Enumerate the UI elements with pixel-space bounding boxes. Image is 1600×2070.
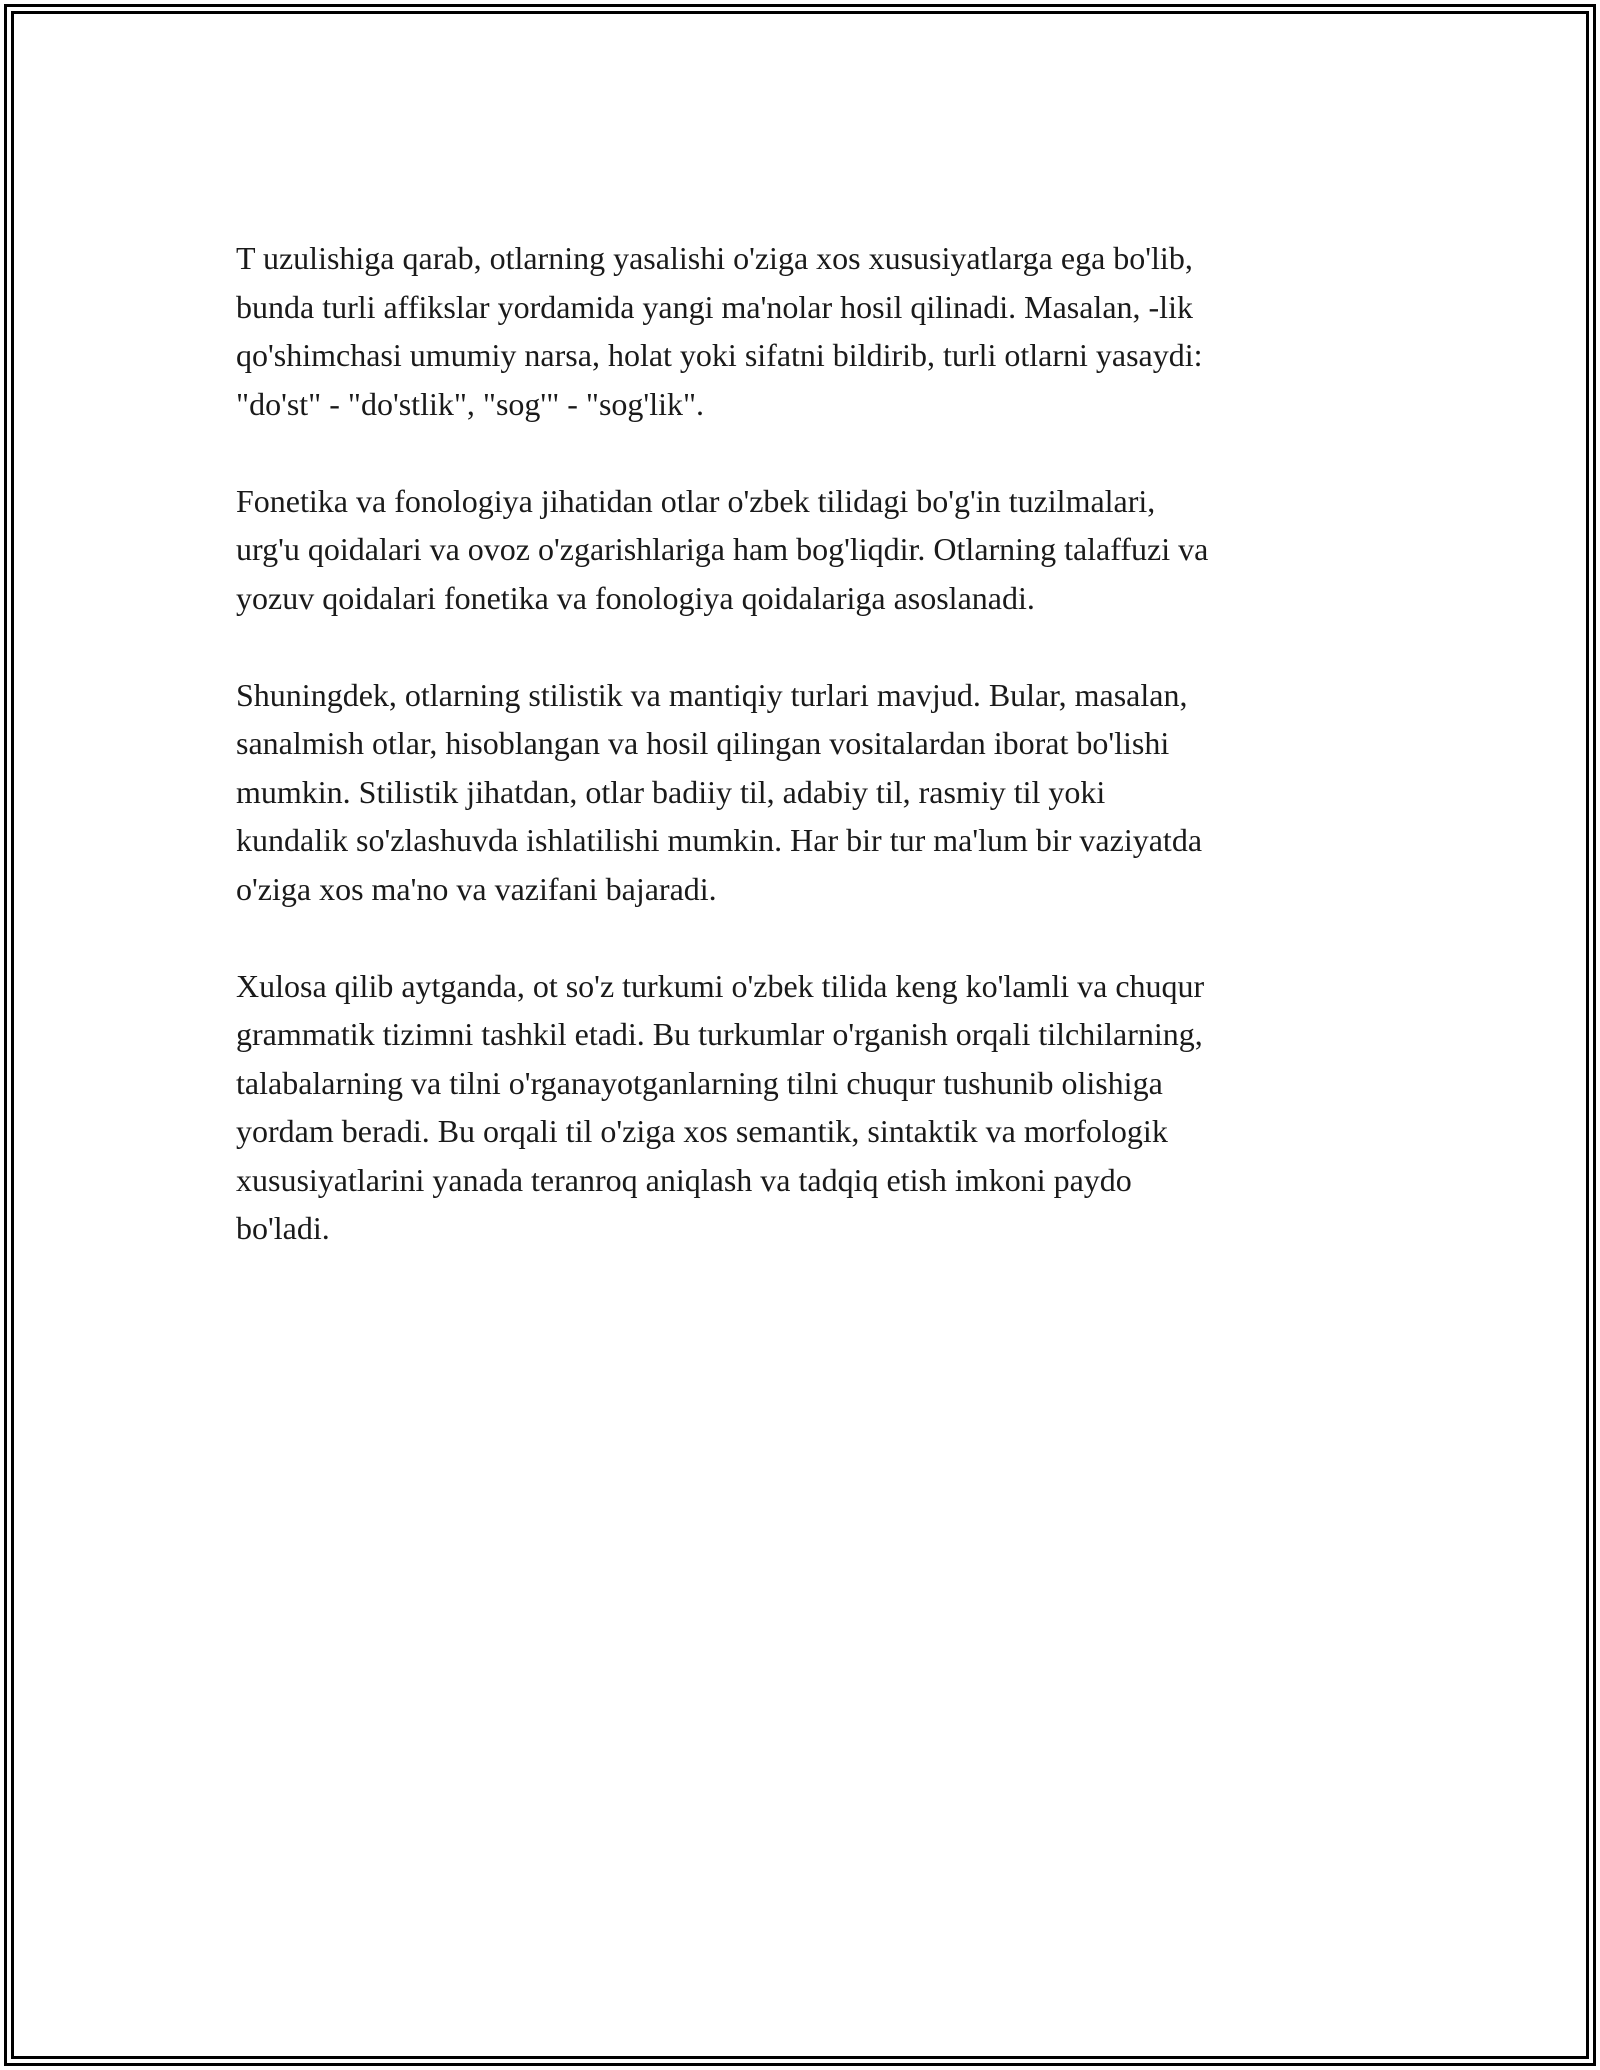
paragraph-conclusion: Xulosa qilib aytganda, ot so'z turkumi o'zbek tilida keng ko'lamli va chuqur grammatik tizimni tashkil etadi. Bu turkumlar o'rganish orqali tilchilarning, talabalarning va tilni o'rganayotganlarning tilni chuqur tushunib olishiga yordam beradi. Bu orqali til o'ziga xos semantik, sintaktik va morfologik xususiyatlarini yanada teranroq aniqlash va tadqiq etish imkoni paydo bo'ladi. <box>236 967 1205 1246</box>
document-body <box>236 234 1386 1301</box>
paragraph-stylistics: Shuningdek, otlarning stilistik va mantiqiy turlari mavjud. Bular, masalan, sanalmish otlar, hisoblangan va hosil qilingan vositalardan iborat bo'lishi mumkin. Stilistik jihatdan, otlar badiiy til, adabiy til, rasmiy til yoki kundalik so'zlashuvda ishlatilishi mumkin. Har bir tur ma'lum bir vaziyatda o'ziga xos ma'no va vazifani bajaradi. <box>236 676 1203 907</box>
paragraph-phonetics: Fonetika va fonologiya jihatidan otlar o'zbek tilidagi bo'g'in tuzilmalari, urg'u qoidalari va ovoz o'zgarishlariga ham bog'liqdir. Otlarning talaffuzi va yozuv qoidalari fonetika va fonologiya qoidalariga asoslanadi. <box>236 482 1209 616</box>
paragraph-word-formation: T uzulishiga qarab, otlarning yasalishi o'ziga xos xususiyatlarga ega bo'lib, bunda turli affikslar yordamida yangi ma'nolar hosil qilinadi. Masalan, -lik qo'shimchasi umumiy narsa, holat yoki sifatni bildirib, turli otlarni yasaydi: "do'st" - "do'stlik", "sog'" - "sog'lik". <box>236 240 1203 422</box>
